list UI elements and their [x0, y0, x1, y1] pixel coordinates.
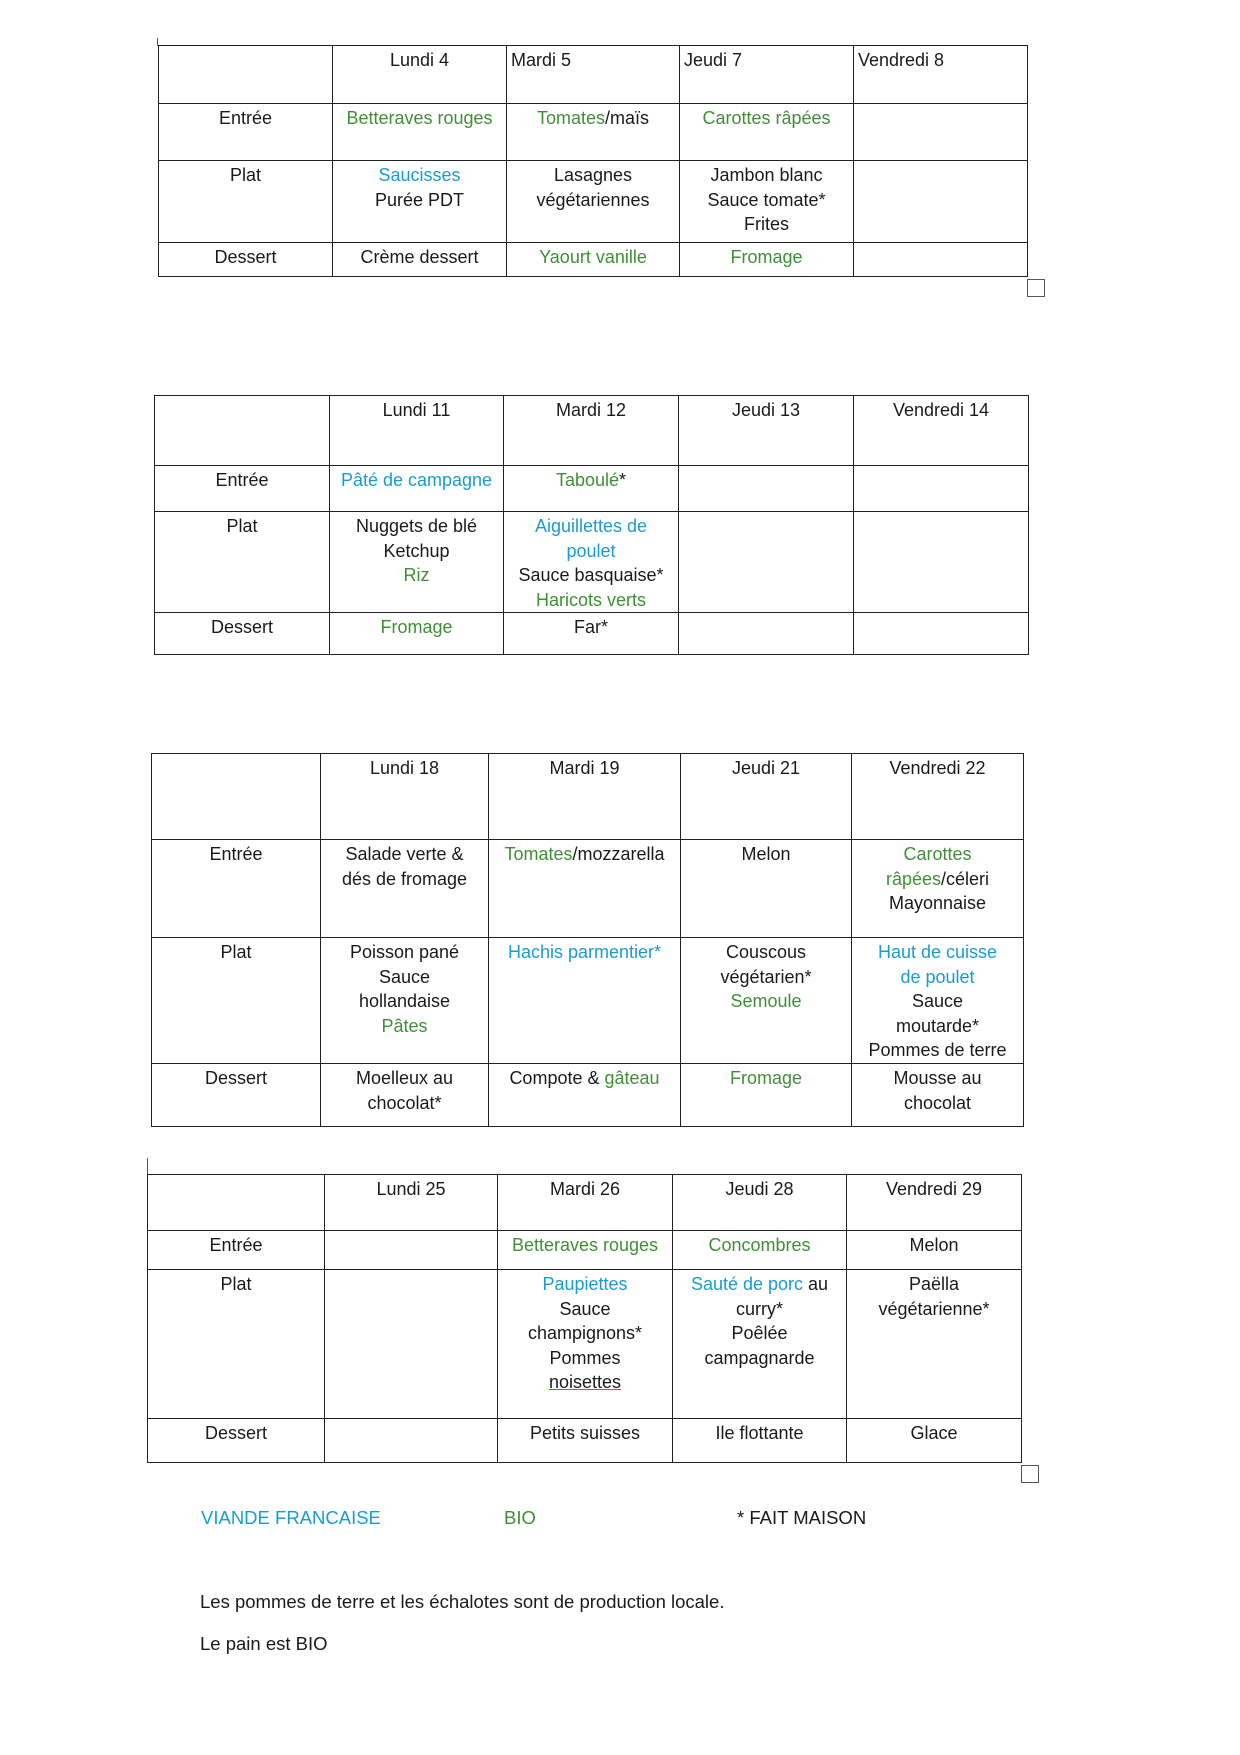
dish-text-bio: Semoule — [730, 991, 802, 1011]
dish-text: * — [619, 470, 627, 490]
dish-line — [502, 1297, 668, 1322]
dish-text: hollandaise — [358, 991, 451, 1011]
dish-line — [856, 965, 1019, 990]
menu-cell — [498, 1231, 673, 1270]
corner-cell — [152, 754, 321, 840]
dish-line — [502, 1370, 668, 1395]
dish-text: curry* — [735, 1298, 783, 1319]
menu-cell — [489, 840, 681, 938]
dish-text: Nuggets de blé — [355, 516, 478, 536]
dish-line — [493, 842, 676, 867]
dish-line — [677, 1346, 842, 1371]
dish-text: Sauce — [559, 1298, 611, 1319]
dish-line — [325, 940, 484, 965]
dish-line — [677, 1297, 842, 1322]
dish-line — [325, 965, 484, 990]
dish-line — [856, 1091, 1019, 1116]
day-header: Vendredi 14 — [854, 396, 1029, 466]
row-label-dessert: Dessert — [152, 1064, 321, 1127]
dish-text-viande-francaise: Haut de cuisse — [877, 942, 998, 962]
dish-text: /céleri — [941, 868, 990, 889]
dish-line — [334, 514, 499, 539]
dish-line — [851, 1297, 1017, 1322]
menu-cell — [854, 161, 1028, 243]
dish-line — [511, 163, 675, 188]
row-label-dessert: Dessert — [148, 1419, 325, 1463]
row-label-plat: Plat — [152, 938, 321, 1064]
row-label-entree: Entrée — [159, 104, 333, 161]
dish-text: dés de fromage — [341, 868, 468, 889]
dish-line — [508, 539, 674, 564]
dish-text-bio: gâteau — [604, 1068, 660, 1088]
dish-text: végétarien* — [720, 966, 812, 987]
dish-line — [325, 989, 484, 1014]
dish-line — [677, 1321, 842, 1346]
dish-line — [856, 940, 1019, 965]
dish-text-bio: râpées — [885, 868, 942, 889]
menu-table-week-3 — [151, 753, 1024, 1127]
dish-text: Couscous — [725, 942, 807, 962]
menu-cell — [679, 512, 854, 613]
menu-cell — [673, 1270, 847, 1419]
menu-cell — [489, 938, 681, 1064]
dish-line — [684, 245, 849, 270]
day-header: Vendredi 29 — [847, 1175, 1022, 1231]
menu-cell — [852, 938, 1024, 1064]
dish-line — [511, 188, 675, 213]
dish-text: Crème dessert — [360, 247, 479, 267]
note-pain-bio: Le pain est BIO — [200, 1633, 328, 1654]
dish-line — [685, 1066, 847, 1091]
dish-text-bio: Taboulé — [555, 470, 620, 490]
dish-text: Sauce basquaise* — [518, 565, 664, 585]
dish-text: moutarde* — [895, 1015, 980, 1036]
menu-cell — [854, 243, 1028, 277]
dish-line — [337, 245, 502, 270]
menu-cell — [673, 1419, 847, 1463]
table-anchor-mark — [147, 1158, 148, 1174]
table-resize-handle[interactable] — [1027, 279, 1045, 297]
row-label-entree: Entrée — [148, 1231, 325, 1270]
legend-fait-maison: * FAIT MAISON — [737, 1507, 867, 1528]
dish-line — [508, 514, 674, 539]
dish-text: Frites — [744, 214, 789, 234]
dish-text: Jambon blanc — [710, 165, 823, 185]
menu-cell — [852, 1064, 1024, 1127]
dish-text-bio: Tomates — [504, 844, 573, 864]
table-anchor-mark — [157, 38, 158, 46]
dish-text: Petits suisses — [529, 1423, 641, 1443]
menu-cell — [333, 161, 507, 243]
dish-line — [325, 1014, 484, 1039]
dish-text-viande-francaise: Hachis parmentier* — [507, 942, 662, 962]
day-header: Lundi 25 — [325, 1175, 498, 1231]
menu-cell — [330, 512, 504, 613]
dish-line — [685, 842, 847, 867]
dish-text: Paëlla — [908, 1274, 960, 1294]
day-header: Vendredi 22 — [852, 754, 1024, 840]
menu-cell — [504, 512, 679, 613]
dish-text: noisettes — [548, 1372, 622, 1392]
dish-line — [502, 1233, 668, 1258]
dish-line — [493, 1066, 676, 1091]
dish-line — [684, 212, 849, 237]
dish-line — [511, 106, 675, 131]
dish-text: Melon — [909, 1235, 959, 1255]
dish-text-bio: Tomates — [536, 108, 605, 128]
day-header: Mardi 26 — [498, 1175, 673, 1231]
dish-text: Sauce — [911, 991, 964, 1011]
day-header: Jeudi 7 — [680, 46, 854, 104]
dish-text: campagnarde — [704, 1347, 815, 1368]
dish-line — [502, 1272, 668, 1297]
dish-line — [325, 842, 484, 867]
dish-line — [334, 468, 499, 493]
row-label-entree: Entrée — [152, 840, 321, 938]
dish-line — [685, 940, 847, 965]
dish-line — [684, 163, 849, 188]
day-header: Vendredi 8 — [854, 46, 1028, 104]
dish-text: Far* — [573, 617, 608, 637]
menu-cell — [507, 243, 680, 277]
dish-text: Pommes de terre — [868, 1040, 1007, 1060]
dish-text: Mousse au — [893, 1068, 982, 1088]
dish-text: chocolat — [903, 1092, 972, 1113]
menu-cell — [498, 1270, 673, 1419]
dish-line — [685, 965, 847, 990]
dish-line — [677, 1272, 842, 1297]
menu-cell — [507, 104, 680, 161]
dish-line — [684, 106, 849, 131]
dish-text: Poisson pané — [349, 942, 460, 962]
dish-text-viande-francaise: de poulet — [900, 966, 975, 987]
menu-cell — [504, 466, 679, 512]
dish-line — [325, 1091, 484, 1116]
dish-text-bio: Betteraves rouges — [511, 1235, 659, 1255]
menu-cell — [854, 104, 1028, 161]
dish-text-bio: Betteraves rouges — [346, 108, 493, 128]
day-header: Jeudi 21 — [681, 754, 852, 840]
menu-cell — [681, 1064, 852, 1127]
menu-cell — [680, 243, 854, 277]
day-header: Mardi 19 — [489, 754, 681, 840]
dish-line — [851, 1421, 1017, 1446]
menu-cell — [330, 613, 504, 655]
row-label-entree: Entrée — [155, 466, 330, 512]
menu-cell — [679, 613, 854, 655]
dish-line — [856, 1066, 1019, 1091]
legend-viande-francaise: VIANDE FRANCAISE — [201, 1507, 381, 1528]
menu-cell — [680, 161, 854, 243]
menu-cell — [489, 1064, 681, 1127]
dish-line — [851, 1272, 1017, 1297]
day-header: Lundi 11 — [330, 396, 504, 466]
dish-line — [856, 1014, 1019, 1039]
dish-text: végétariennes — [536, 189, 650, 210]
dish-text-bio: Fromage — [380, 617, 453, 637]
row-label-plat: Plat — [148, 1270, 325, 1419]
dish-text: Poêlée — [731, 1323, 788, 1343]
dish-line — [856, 891, 1019, 916]
dish-line — [325, 867, 484, 892]
menu-cell — [847, 1419, 1022, 1463]
note-production-locale: Les pommes de terre et les échalotes sont de production locale. — [200, 1591, 725, 1612]
menu-cell — [679, 466, 854, 512]
menu-cell — [325, 1270, 498, 1419]
menu-cell — [854, 466, 1029, 512]
menu-cell — [321, 938, 489, 1064]
dish-text: Lasagnes — [553, 165, 633, 185]
dish-line — [337, 188, 502, 213]
dish-line — [851, 1233, 1017, 1258]
row-label-dessert: Dessert — [159, 243, 333, 277]
menu-table-week-2 — [154, 395, 1029, 655]
dish-text-bio: Concombres — [708, 1235, 811, 1255]
dish-line — [325, 1066, 484, 1091]
corner-cell — [159, 46, 333, 104]
dish-line — [856, 989, 1019, 1014]
dish-text-viande-francaise: Paupiettes — [542, 1274, 628, 1294]
table-resize-handle[interactable] — [1021, 1465, 1039, 1483]
menu-table-week-1 — [158, 45, 1028, 277]
dish-line — [677, 1233, 842, 1258]
dish-line — [334, 615, 499, 640]
dish-line — [677, 1421, 842, 1446]
dish-line — [685, 989, 847, 1014]
dish-text: chocolat* — [367, 1092, 442, 1113]
dish-text: Pommes — [549, 1347, 621, 1368]
dish-line — [856, 842, 1019, 867]
dish-text-bio: Carottes — [903, 844, 972, 864]
menu-cell — [321, 1064, 489, 1127]
menu-cell — [333, 243, 507, 277]
dish-line — [493, 940, 676, 965]
dish-text: Ile flottante — [715, 1423, 804, 1443]
dish-text: Sauce tomate* — [707, 189, 826, 210]
dish-text: Purée PDT — [374, 189, 465, 210]
menu-cell — [854, 613, 1029, 655]
dish-line — [856, 867, 1019, 892]
menu-cell — [507, 161, 680, 243]
dish-text: Glace — [910, 1423, 958, 1443]
day-header: Lundi 18 — [321, 754, 489, 840]
corner-cell — [155, 396, 330, 466]
corner-cell — [148, 1175, 325, 1231]
row-label-plat: Plat — [155, 512, 330, 613]
row-label-plat: Plat — [159, 161, 333, 243]
menu-cell — [504, 613, 679, 655]
dish-text: Ketchup — [383, 540, 450, 561]
dish-line — [334, 539, 499, 564]
dish-line — [334, 563, 499, 588]
menu-table-week-4 — [147, 1174, 1022, 1463]
menu-cell — [498, 1419, 673, 1463]
dish-line — [502, 1321, 668, 1346]
dish-line — [337, 106, 502, 131]
dish-line — [508, 563, 674, 588]
dish-text-bio: Fromage — [730, 247, 803, 267]
dish-text-viande-francaise: Aiguillettes de — [534, 516, 648, 536]
dish-text: Salade verte & — [345, 844, 464, 864]
dish-text: Sauce — [378, 966, 431, 987]
menu-cell — [847, 1231, 1022, 1270]
dish-text-viande-francaise: poulet — [566, 540, 616, 561]
menu-cell — [333, 104, 507, 161]
menu-cell — [852, 840, 1024, 938]
dish-text-viande-francaise: Sauté de porc — [690, 1274, 804, 1294]
dish-line — [337, 163, 502, 188]
dish-text: Mayonnaise — [888, 893, 987, 913]
dish-line — [508, 588, 674, 613]
dish-text-bio: Haricots verts — [535, 589, 647, 610]
dish-line — [502, 1346, 668, 1371]
legend-bio: BIO — [504, 1507, 536, 1528]
dish-line — [508, 615, 674, 640]
dish-text: Compote & — [509, 1068, 605, 1088]
row-label-dessert: Dessert — [155, 613, 330, 655]
menu-cell — [321, 840, 489, 938]
day-header: Jeudi 13 — [679, 396, 854, 466]
menu-cell — [847, 1270, 1022, 1419]
dish-text: /mozzarella — [572, 844, 665, 864]
dish-text: Melon — [741, 844, 791, 864]
dish-text: champignons* — [527, 1323, 643, 1343]
dish-line — [508, 468, 674, 493]
dish-line — [684, 188, 849, 213]
dish-text: végétarienne* — [878, 1298, 990, 1319]
dish-text: au — [803, 1274, 829, 1294]
dish-text: /maïs — [605, 108, 650, 128]
menu-cell — [330, 466, 504, 512]
menu-cell — [325, 1231, 498, 1270]
dish-text-bio: Carottes râpées — [702, 108, 831, 128]
dish-text: Moelleux au — [355, 1068, 454, 1088]
menu-cell — [681, 840, 852, 938]
day-header: Lundi 4 — [333, 46, 507, 104]
dish-text-bio: Fromage — [729, 1068, 803, 1088]
dish-text-bio: Riz — [403, 565, 430, 585]
day-header: Jeudi 28 — [673, 1175, 847, 1231]
dish-line — [511, 245, 675, 270]
day-header: Mardi 12 — [504, 396, 679, 466]
menu-cell — [325, 1419, 498, 1463]
menu-cell — [681, 938, 852, 1064]
menu-cell — [854, 512, 1029, 613]
dish-line — [502, 1421, 668, 1446]
dish-text-viande-francaise: Saucisses — [378, 165, 461, 185]
dish-text-viande-francaise: Pâté de campagne — [340, 470, 493, 490]
dish-text-bio: Yaourt vanille — [539, 247, 647, 267]
dish-text-bio: Pâtes — [381, 1015, 428, 1036]
menu-cell — [680, 104, 854, 161]
day-header: Mardi 5 — [507, 46, 680, 104]
menu-cell — [673, 1231, 847, 1270]
dish-line — [856, 1038, 1019, 1063]
